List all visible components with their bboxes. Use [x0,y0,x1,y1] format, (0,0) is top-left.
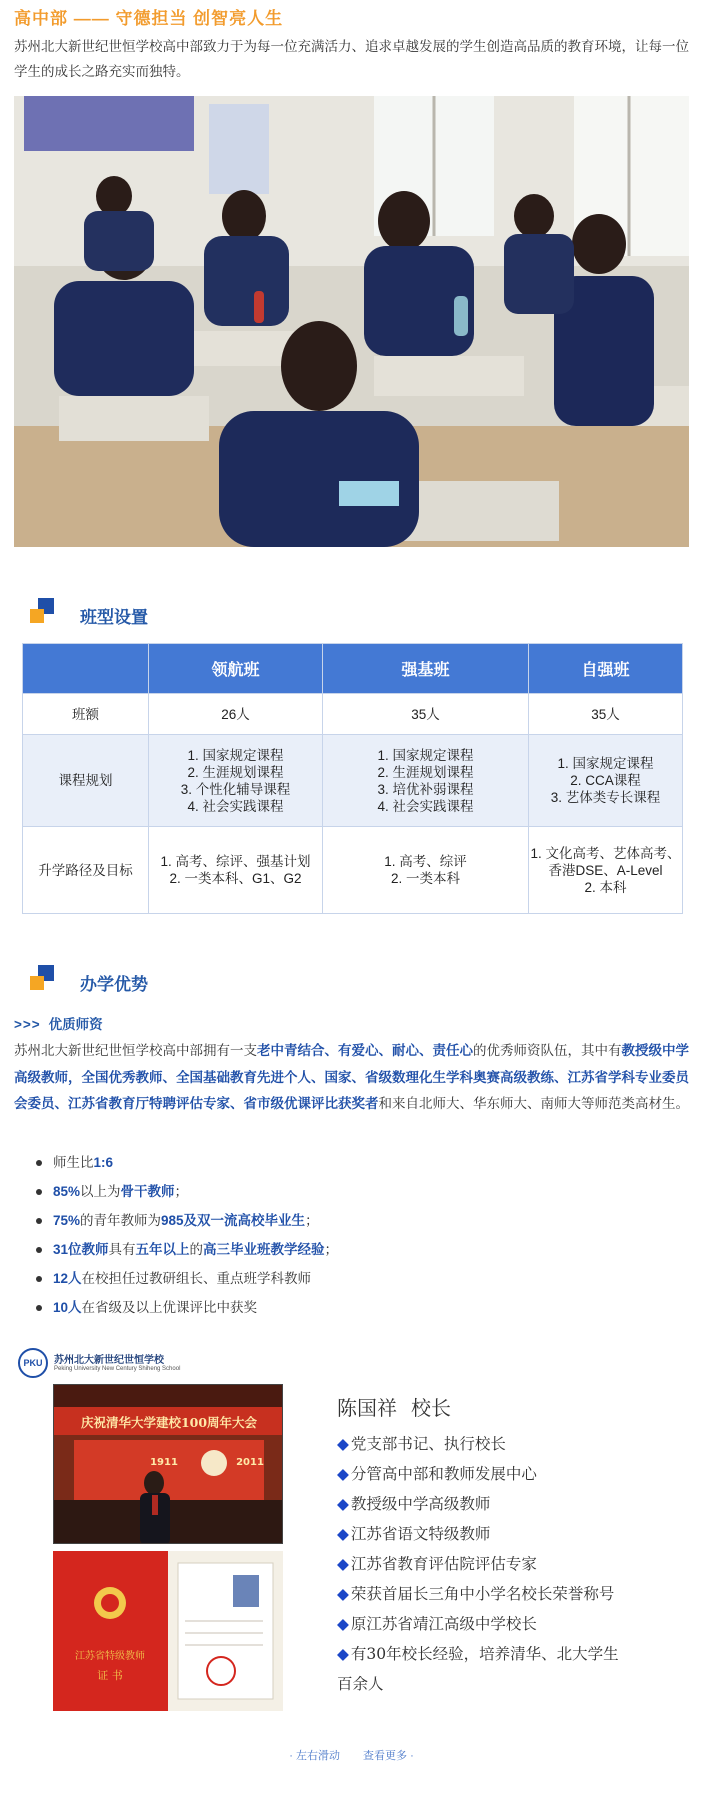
diamond-bullet-icon: ◆ [337,1585,349,1603]
para-text: 苏州北大新世纪世恒学校高中部拥有一支 [14,1043,257,1058]
section-icon [30,965,56,993]
list-item: 10人在省级及以上优课评比中获奖 [36,1293,338,1322]
row-label: 班额 [23,694,149,735]
school-logo [18,1348,181,1380]
table-row [23,827,683,914]
classroom-photo [14,96,689,547]
year-left: 1911 [150,1457,178,1468]
table-cell [323,827,529,914]
list-item: 1. 国家规定课程 [557,756,654,771]
row-label: 课程规划 [23,735,149,827]
see-more-link[interactable]: 查看更多 · [363,1750,414,1762]
table-cell: 26人 [149,694,323,735]
list-item: 2. 本科 [584,879,627,895]
table-cell [529,827,683,914]
logo-name: 苏州北大新世纪世恒学校 [54,1355,164,1366]
list-item: 1. 国家规定课程 [377,747,474,763]
list-item: 2. CCA课程 [570,773,641,788]
section-title-advantage: 办学优势 [80,975,148,994]
cert-line2: 证 书 [97,1669,123,1682]
diamond-bullet-icon: ◆ [337,1555,349,1573]
table-header-row [23,644,683,694]
list-item: 1. 高考、综评、强基计划 [160,854,311,869]
list-item: 4. 社会实践课程 [187,798,284,814]
hall-banner: 庆祝清华大学建校100周年大会 [80,1415,258,1430]
table-cell [529,735,683,827]
principal-title: 校长 [411,1396,451,1420]
list-item: 3. 培优补弱课程 [377,781,474,797]
para-text: 和来自北师大、华东师大、南师大等师范类高材生。 [378,1096,689,1111]
list-item: 1. 国家规定课程 [187,747,284,763]
table-cell: 35人 [529,694,683,735]
list-item: 2. 生涯规划课程 [187,764,284,780]
certificate-photo [53,1551,283,1711]
diamond-bullet-icon: ◆ [337,1495,349,1513]
list-item: 12人在校担任过教研组长、重点班学科教师 [36,1264,338,1293]
page-title: 高中部 —— 守德担当 创智亮人生 [14,9,284,28]
list-item: 香港DSE、A-Level [548,862,663,878]
list-item-continuation: 百余人 [337,1675,384,1693]
intro-text: 苏州北大新世纪世恒学校高中部致力于为每一位充满活力、追求卓越发展的学生创造高品质的教育环境，让每一位学生的成长之路充实而独特。 [14,39,689,79]
cert-line1: 江苏省特级教师 [75,1651,145,1662]
list-item: 31位教师具有五年以上的高三毕业班教学经验； [36,1235,338,1264]
list-item: 4. 社会实践课程 [377,798,474,814]
row-label: 升学路径及目标 [23,827,149,914]
list-item: 2. 生涯规划课程 [377,764,474,780]
table-header-linghang: 领航班 [149,644,323,694]
para-highlight: 教授级中学高级教师，全国优秀教师、全国基础教育先进个人、国家、省级数理化生学科奥赛高级教练、江苏省学科专业委员会委员、江苏省教育厅特聘评估专家、省市级优课评比获奖者 [14,1043,689,1111]
list-item: ◆ 分管高中部和教师发展中心 [337,1465,537,1483]
para-text: 的优秀师资队伍，其中有 [473,1043,622,1058]
principal-name-line [337,1393,619,1423]
swipe-left-label[interactable]: · 左右滑动 [289,1750,340,1762]
diamond-bullet-icon: ◆ [337,1645,349,1663]
table-cell [149,735,323,827]
table-header-empty [23,644,149,694]
principal-profile [337,1393,619,1699]
list-item: 1. 文化高考、艺体高考、 [530,845,681,861]
para-highlight: 老中青结合、有爱心、耐心、责任心 [257,1043,473,1058]
list-item: 师生比1:6 [36,1148,338,1177]
list-item: 75%的青年教师为985及双一流高校毕业生； [36,1206,338,1235]
list-item: ◆ 有30年校长经验，培养清华、北大学生 [337,1645,619,1663]
list-item: ◆ 江苏省教育评估院评估专家 [337,1555,537,1573]
table-cell [323,735,529,827]
list-item: 3. 艺体类专长课程 [550,790,661,805]
list-item: 85%以上为骨干教师； [36,1177,338,1206]
arrows-icon: >>> [14,1017,41,1032]
subsection-title-teachers [14,1013,103,1033]
school-emblem-icon: PKU [18,1348,48,1378]
swipe-hint[interactable] [0,1747,703,1763]
list-item: ◆ 党支部书记、执行校长 [337,1435,506,1453]
list-item: ◆ 教授级中学高级教师 [337,1495,491,1513]
table-row [23,694,683,735]
teacher-stats-list [36,1148,338,1322]
diamond-bullet-icon: ◆ [337,1525,349,1543]
section-icon [30,598,56,626]
table-header-qiangji: 强基班 [323,644,529,694]
diamond-bullet-icon: ◆ [337,1465,349,1483]
table-row [23,735,683,827]
list-item: 2. 一类本科 [390,871,460,886]
logo-subtitle: Peking University New Century Shiheng School [54,1366,181,1372]
ceremony-photo [53,1384,283,1544]
teachers-paragraph [14,1038,691,1118]
subsection-label: 优质师资 [48,1017,103,1032]
list-item: 3. 个性化辅导课程 [180,781,291,797]
principal-name: 陈国祥 [337,1396,397,1420]
table-cell [149,827,323,914]
section-title-classes: 班型设置 [80,608,148,627]
diamond-bullet-icon: ◆ [337,1615,349,1633]
list-item: 1. 高考、综评 [384,854,467,869]
list-item: 2. 一类本科、G1、G2 [169,871,302,886]
class-type-table [22,643,683,914]
list-item: ◆ 原江苏省靖江高级中学校长 [337,1615,537,1633]
table-cell: 35人 [323,694,529,735]
table-header-ziqiang: 自强班 [529,644,683,694]
year-right: 2011 [236,1457,264,1468]
list-item: ◆ 荣获首届长三角中小学名校长荣誉称号 [337,1585,615,1603]
list-item: ◆ 江苏省语文特级教师 [337,1525,491,1543]
diamond-bullet-icon: ◆ [337,1435,349,1453]
